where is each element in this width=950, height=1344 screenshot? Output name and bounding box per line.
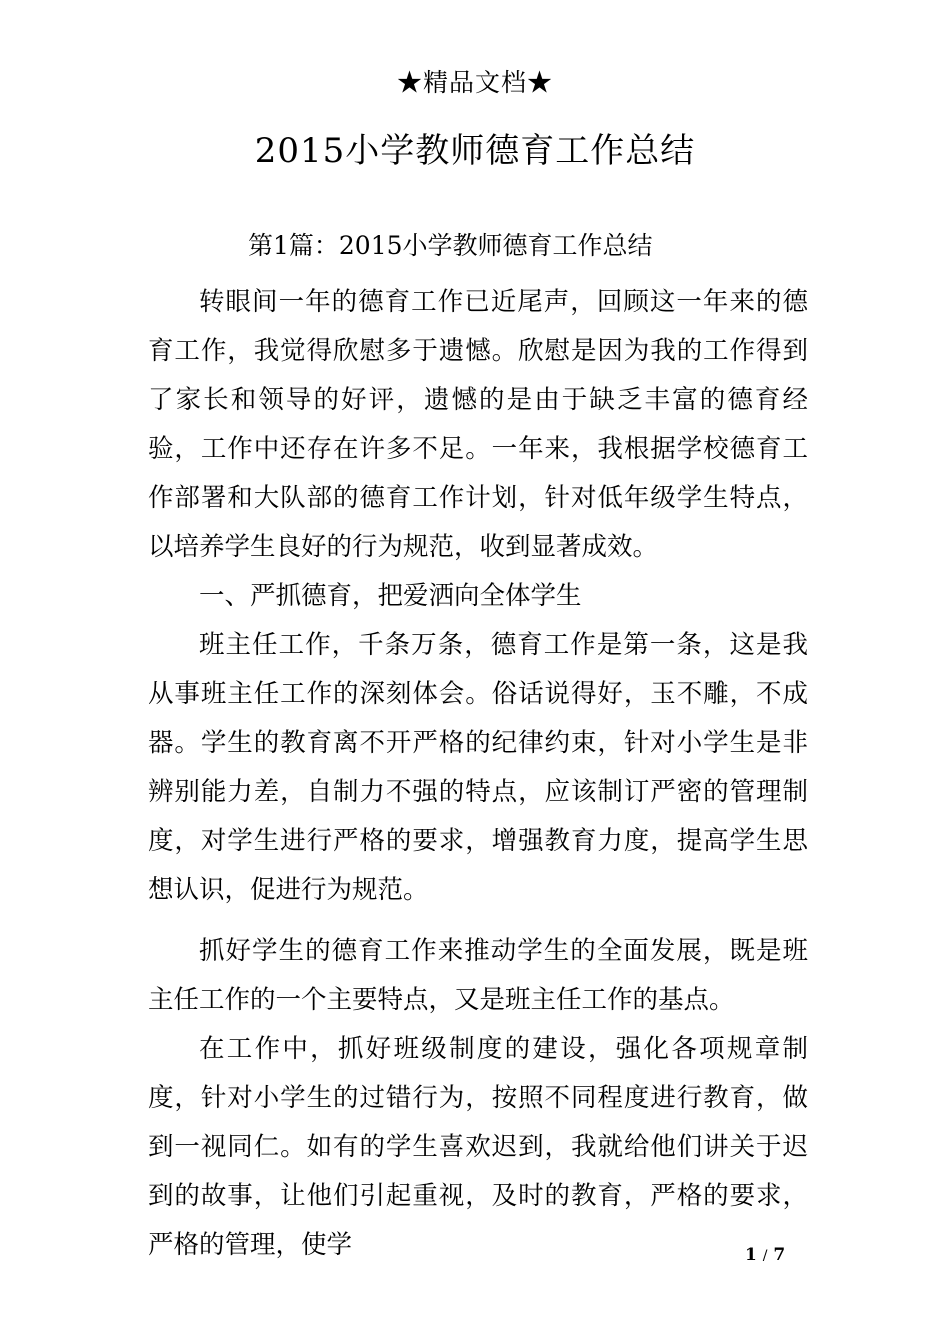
- page-separator: /: [762, 1248, 768, 1264]
- paragraph-2: 班主任工作，千条万条，德育工作是第一条，这是我从事班主任工作的深刻体会。俗话说得好，玉不雕，不成器。学生的教育离不开严格的纪律约束，针对小学生是非辨别能力差，自制力不强的特点，应该制订严密的管理制度，对学生进行严格的要求，增强教育力度，提高学生思想认识，促进行为规范。: [148, 630, 808, 905]
- paragraph-3: 抓好学生的德育工作来推动学生的全面发展，既是班主任工作的一个主要特点，又是班主任工作的基点。: [148, 936, 808, 1015]
- paragraph-heading-1: 一、严抓德育，把爱洒向全体学生: [199, 581, 582, 611]
- page-current: 1: [745, 1245, 757, 1265]
- document-body: [148, 278, 808, 1270]
- document-title: 2015小学教师德育工作总结: [254, 131, 696, 171]
- page-number: [745, 1244, 785, 1267]
- header-mark: ★精品文档★: [396, 68, 553, 97]
- section-title: 第1篇：2015小学教师德育工作总结: [248, 231, 653, 260]
- page-total: 7: [773, 1245, 786, 1265]
- paragraph-intro: 转眼间一年的德育工作已近尾声，回顾这一年来的德育工作，我觉得欣慰多于遗憾。欣慰是因为我的工作得到了家长和领导的好评，遗憾的是由于缺乏丰富的德育经验，工作中还存在许多不足。一年来，我根据学校德育工作部署和大队部的德育工作计划，针对低年级学生特点，以培养学生良好的行为规范，收到显著成效。: [148, 287, 808, 562]
- paragraph-4: 在工作中，抓好班级制度的建设，强化各项规章制度，针对小学生的过错行为，按照不同程度进行教育，做到一视同仁。如有的学生喜欢迟到，我就给他们讲关于迟到的故事，让他们引起重视，及时的教育，严格的要求，严格的管理，使学: [148, 1034, 808, 1260]
